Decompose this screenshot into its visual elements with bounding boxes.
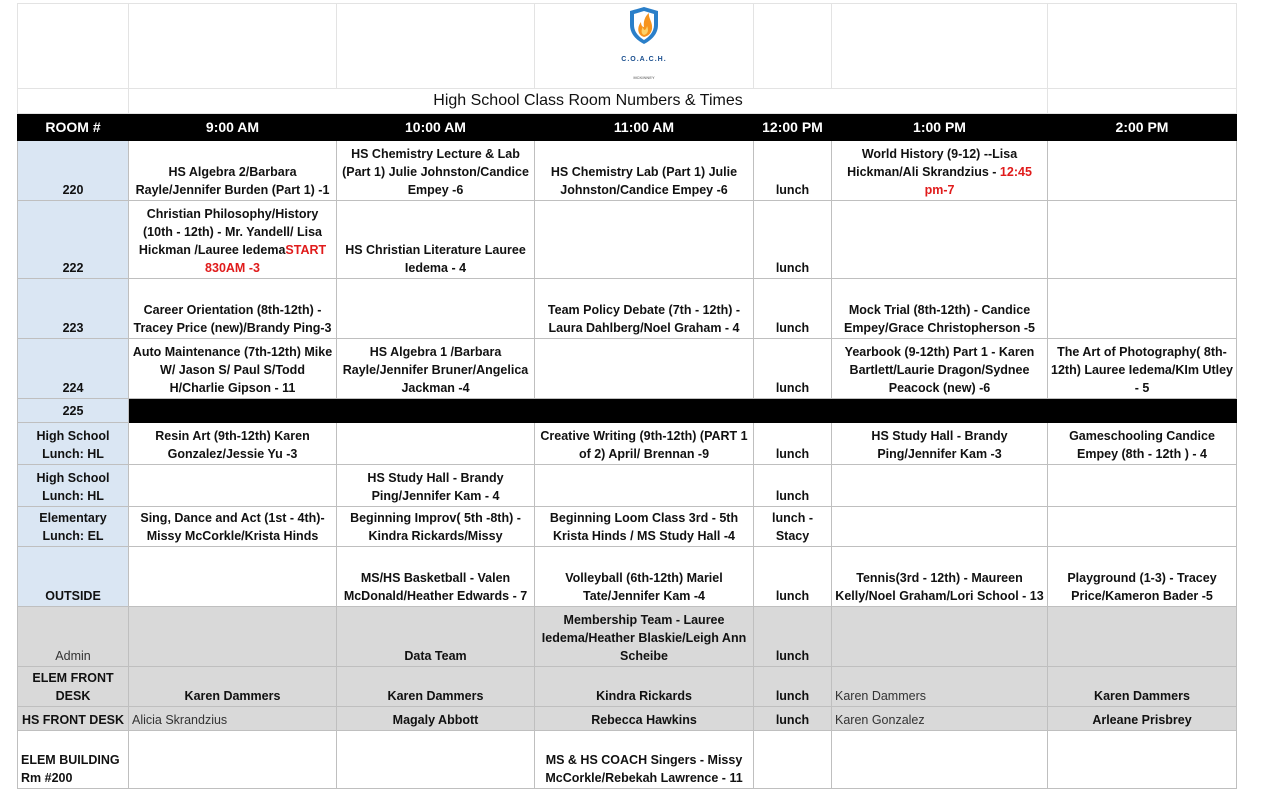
class-cell <box>1048 201 1237 279</box>
header-cell: 1:00 PM <box>832 114 1048 141</box>
table-row <box>18 607 1237 667</box>
room-cell: 220 <box>18 141 129 201</box>
table-row <box>18 731 1237 789</box>
class-cell: HS Study Hall - Brandy Ping/Jennifer Kam -3 <box>832 423 1048 465</box>
lunch-cell: lunch <box>754 141 832 201</box>
class-cell: Beginning Loom Class 3rd - 5th Krista Hinds / MS Study Hall -4 <box>535 507 754 547</box>
class-cell: MS/HS Basketball - Valen McDonald/Heather Edwards - 7 <box>337 547 535 607</box>
class-cell: Gameschooling Candice Empey (8th - 12th ) - 4 <box>1048 423 1237 465</box>
lunch-cell: lunch <box>754 607 832 667</box>
room-cell: 223 <box>18 279 129 339</box>
room-cell: Elementary Lunch: EL <box>18 507 129 547</box>
class-cell: Data Team <box>337 607 535 667</box>
table-row <box>18 507 1237 547</box>
lunch-cell: lunch <box>754 423 832 465</box>
header-row <box>18 114 1237 141</box>
class-cell: Volleyball (6th-12th) Mariel Tate/Jennifer Kam -4 <box>535 547 754 607</box>
class-cell <box>1048 279 1237 339</box>
class-cell <box>1048 507 1237 547</box>
page-title: High School Class Room Numbers & Times <box>129 89 1048 114</box>
desk-cell: Karen Dammers <box>337 667 535 707</box>
lunch-cell: lunch - Stacy <box>754 507 832 547</box>
class-cell <box>535 339 754 399</box>
header-cell: 11:00 AM <box>535 114 754 141</box>
class-cell <box>1048 465 1237 507</box>
class-cell <box>337 279 535 339</box>
class-cell <box>337 731 535 789</box>
room-cell: 224 <box>18 339 129 399</box>
class-cell <box>832 507 1048 547</box>
class-cell <box>1048 141 1237 201</box>
header-cell: 9:00 AM <box>129 114 337 141</box>
desk-cell: Karen Dammers <box>1048 667 1237 707</box>
desk-cell: Arleane Prisbrey <box>1048 707 1237 731</box>
class-cell: Yearbook (9-12th) Part 1 - Karen Bartlett/Laurie Dragon/Sydnee Peacock (new) -6 <box>832 339 1048 399</box>
class-cell <box>337 423 535 465</box>
table-row <box>18 279 1237 339</box>
table-row <box>18 465 1237 507</box>
title-row <box>18 89 1237 114</box>
class-cell <box>535 465 754 507</box>
schedule-table <box>17 3 1237 789</box>
class-cell: HS Algebra 1 /Barbara Rayle/Jennifer Bruner/Angelica Jackman -4 <box>337 339 535 399</box>
class-cell: Resin Art (9th-12th) Karen Gonzalez/Jessie Yu -3 <box>129 423 337 465</box>
logo-row <box>18 4 1237 89</box>
class-cell: HS Chemistry Lecture & Lab (Part 1) Julie Johnston/Candice Empey -6 <box>337 141 535 201</box>
header-cell: 10:00 AM <box>337 114 535 141</box>
class-cell: Playground (1-3) - Tracey Price/Kameron Bader -5 <box>1048 547 1237 607</box>
lunch-cell: lunch <box>754 339 832 399</box>
lunch-cell: lunch <box>754 547 832 607</box>
room-cell: 222 <box>18 201 129 279</box>
lunch-cell: lunch <box>754 667 832 707</box>
class-cell: Sing, Dance and Act (1st - 4th)- Missy McCorkle/Krista Hinds <box>129 507 337 547</box>
class-cell: HS Christian Literature Lauree Iedema - 4 <box>337 201 535 279</box>
blocked-cell <box>129 399 1237 423</box>
lunch-cell: lunch <box>754 707 832 731</box>
class-cell: HS Study Hall - Brandy Ping/Jennifer Kam - 4 <box>337 465 535 507</box>
class-cell <box>1048 731 1237 789</box>
class-cell: Career Orientation (8th-12th) - Tracey Price (new)/Brandy Ping-3 <box>129 279 337 339</box>
class-cell: Mock Trial (8th-12th) - Candice Empey/Grace Christopherson -5 <box>832 279 1048 339</box>
table-row <box>18 707 1237 731</box>
class-cell <box>832 465 1048 507</box>
table-row <box>18 399 1237 423</box>
lunch-cell: lunch <box>754 201 832 279</box>
class-cell <box>129 547 337 607</box>
flame-shield-icon <box>626 5 662 45</box>
class-cell: HS Chemistry Lab (Part 1) Julie Johnston/Candice Empey -6 <box>535 141 754 201</box>
logo-subtext: MCKINNEY <box>633 75 655 80</box>
table-row <box>18 667 1237 707</box>
room-cell: ELEM FRONT DESK <box>18 667 129 707</box>
class-cell: Tennis(3rd - 12th) - Maureen Kelly/Noel Graham/Lori School - 13 <box>832 547 1048 607</box>
class-cell: Creative Writing (9th-12th) (PART 1 of 2) April/ Brennan -9 <box>535 423 754 465</box>
room-cell: High School Lunch: HL <box>18 423 129 465</box>
lunch-cell: lunch <box>754 465 832 507</box>
class-cell <box>535 201 754 279</box>
logo-text: C.O.A.C.H. <box>621 56 667 63</box>
class-cell <box>832 731 1048 789</box>
class-cell <box>129 465 337 507</box>
class-cell: Beginning Improv( 5th -8th) - Kindra Rickards/Missy <box>337 507 535 547</box>
class-cell <box>129 731 337 789</box>
room-cell: High School Lunch: HL <box>18 465 129 507</box>
class-cell <box>832 607 1048 667</box>
class-cell: MS & HS COACH Singers - Missy McCorkle/Rebekah Lawrence - 11 <box>535 731 754 789</box>
table-row <box>18 201 1237 279</box>
class-cell: World History (9-12) --Lisa Hickman/Ali Skrandzius - 12:45 pm-7 <box>832 141 1048 201</box>
desk-cell: Karen Dammers <box>832 667 1048 707</box>
start-time-note: START 830AM -3 <box>205 243 327 275</box>
table-row <box>18 141 1237 201</box>
desk-cell: Kindra Rickards <box>535 667 754 707</box>
class-cell: Membership Team - Lauree Iedema/Heather Blaskie/Leigh Ann Scheibe <box>535 607 754 667</box>
desk-cell: Alicia Skrandzius <box>129 707 337 731</box>
class-cell: Auto Maintenance (7th-12th) Mike W/ Jason S/ Paul S/Todd H/Charlie Gipson - 11 <box>129 339 337 399</box>
header-cell: ROOM # <box>18 114 129 141</box>
class-cell <box>129 607 337 667</box>
room-cell: OUTSIDE <box>18 547 129 607</box>
logo <box>535 4 754 89</box>
lunch-cell: lunch <box>754 279 832 339</box>
class-cell <box>1048 607 1237 667</box>
start-time-note: 12:45 pm-7 <box>924 165 1032 197</box>
desk-cell: Magaly Abbott <box>337 707 535 731</box>
desk-cell: Rebecca Hawkins <box>535 707 754 731</box>
desk-cell: Karen Gonzalez <box>832 707 1048 731</box>
class-cell: HS Algebra 2/Barbara Rayle/Jennifer Burden (Part 1) -1 <box>129 141 337 201</box>
lunch-cell <box>754 731 832 789</box>
room-cell: 225 <box>18 399 129 423</box>
class-cell: Team Policy Debate (7th - 12th) - Laura Dahlberg/Noel Graham - 4 <box>535 279 754 339</box>
class-cell: Christian Philosophy/History (10th - 12th) - Mr. Yandell/ Lisa Hickman /Lauree IedemaSTART 830AM -3 <box>129 201 337 279</box>
room-cell: HS FRONT DESK <box>18 707 129 731</box>
desk-cell: Karen Dammers <box>129 667 337 707</box>
header-cell: 2:00 PM <box>1048 114 1237 141</box>
table-row <box>18 339 1237 399</box>
table-row <box>18 423 1237 465</box>
class-cell: The Art of Photography( 8th-12th) Lauree Iedema/KIm Utley - 5 <box>1048 339 1237 399</box>
table-row <box>18 547 1237 607</box>
room-cell: ELEM BUILDING Rm #200 <box>18 731 129 789</box>
class-cell <box>832 201 1048 279</box>
header-cell: 12:00 PM <box>754 114 832 141</box>
room-cell: Admin <box>18 607 129 667</box>
